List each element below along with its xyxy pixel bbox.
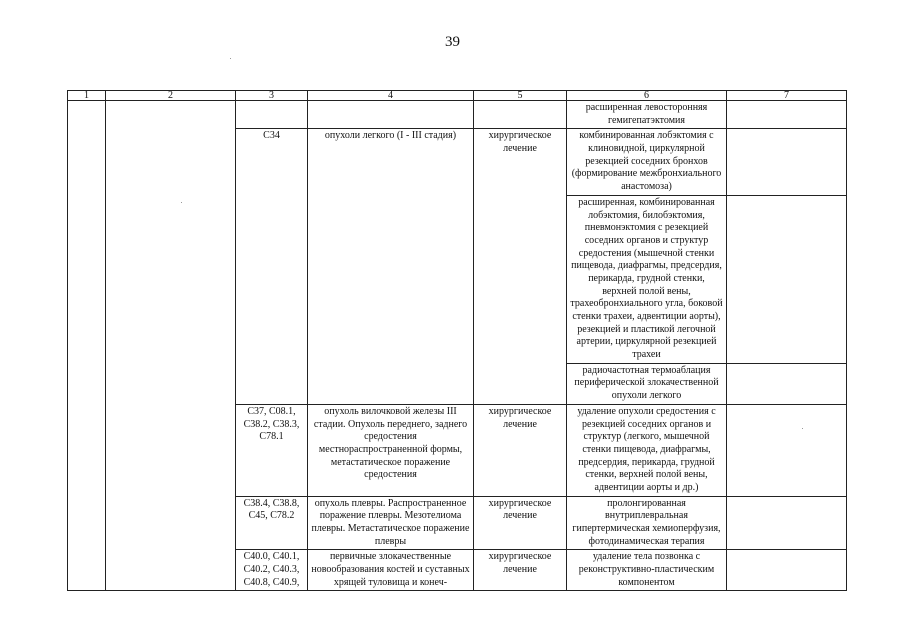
method-cell: радиочастотная термоаблация периферической злокачественной опухоли легкого <box>567 363 727 404</box>
code-cell <box>236 101 308 129</box>
header-col-7: 7 <box>727 91 847 101</box>
col-7-cell <box>727 195 847 363</box>
treatment-cell <box>474 101 567 129</box>
diagnosis-cell <box>308 101 474 129</box>
scan-speck <box>802 428 803 429</box>
col-1-cell <box>68 101 106 591</box>
col-7-cell <box>727 101 847 129</box>
treatment-cell: хирургическое лечение <box>474 129 567 404</box>
table-row <box>68 101 847 129</box>
method-cell: расширенная левосторонняя гемигепатэктомия <box>567 101 727 129</box>
method-cell: удаление тела позвонка с реконструктивно-пластическим компонентом <box>567 550 727 591</box>
code-cell: C38.4, C38.8, C45, C78.2 <box>236 496 308 550</box>
diagnosis-cell: опухоль плевры. Распространенное поражение плевры. Мезотелиома плевры. Метастатическое поражение плевры <box>308 496 474 550</box>
method-cell: комбинированная лобэктомия с клиновидной, циркулярной резекцией соседних бронхов (формирование межбронхиального анастомоза) <box>567 129 727 195</box>
code-cell: C40.0, C40.1, C40.2, C40.3, C40.8, C40.9, <box>236 550 308 591</box>
header-row <box>68 91 847 101</box>
treatment-cell: хирургическое лечение <box>474 496 567 550</box>
header-col-2: 2 <box>106 91 236 101</box>
header-col-1: 1 <box>68 91 106 101</box>
treatment-cell: хирургическое лечение <box>474 550 567 591</box>
method-cell: расширенная, комбинированная лобэктомия, билобэктомия, пневмонэктомия с резекцией соседних органов и структур средостения (мышечной стенки пищевода, диафрагмы, предсердия, перикарда, грудной стенки, верхней полой вены, трахеобронхиального угла, боковой стенки трахеи, адвентиции аорты), резекцией и пластикой легочной артерии, циркулярной резекцией трахеи <box>567 195 727 363</box>
page-number: 39 <box>445 34 460 50</box>
diagnosis-cell: первичные злокачественные новообразования костей и суставных хрящей туловища и конеч- <box>308 550 474 591</box>
scan-speck <box>230 58 231 59</box>
medical-procedures-table <box>67 90 847 591</box>
diagnosis-cell: опухоли легкого (I - III стадия) <box>308 129 474 404</box>
col-7-cell <box>727 496 847 550</box>
method-cell: удаление опухоли средостения с резекцией соседних органов и структур (легкого, мышечной стенки пищевода, диафрагмы, предсердия, перикарда, грудной стенки, верхней полой вены, адвентиции аорты и др.) <box>567 404 727 496</box>
col-7-cell <box>727 129 847 195</box>
diagnosis-cell: опухоль вилочковой железы III стадии. Опухоль переднего, заднего средостения местнораспространенной формы, метастатическое поражение средостения <box>308 404 474 496</box>
header-col-5: 5 <box>474 91 567 101</box>
treatment-cell: хирургическое лечение <box>474 404 567 496</box>
col-7-cell <box>727 363 847 404</box>
header-col-4: 4 <box>308 91 474 101</box>
scan-speck <box>181 202 182 203</box>
col-2-cell <box>106 101 236 591</box>
col-7-cell <box>727 550 847 591</box>
method-cell: пролонгированная внутриплевральная гипертермическая хемиоперфузия, фотодинамическая терапия <box>567 496 727 550</box>
col-7-cell <box>727 404 847 496</box>
code-cell: C37, C08.1, C38.2, C38.3, C78.1 <box>236 404 308 496</box>
header-col-3: 3 <box>236 91 308 101</box>
header-col-6: 6 <box>567 91 727 101</box>
code-cell: C34 <box>236 129 308 404</box>
